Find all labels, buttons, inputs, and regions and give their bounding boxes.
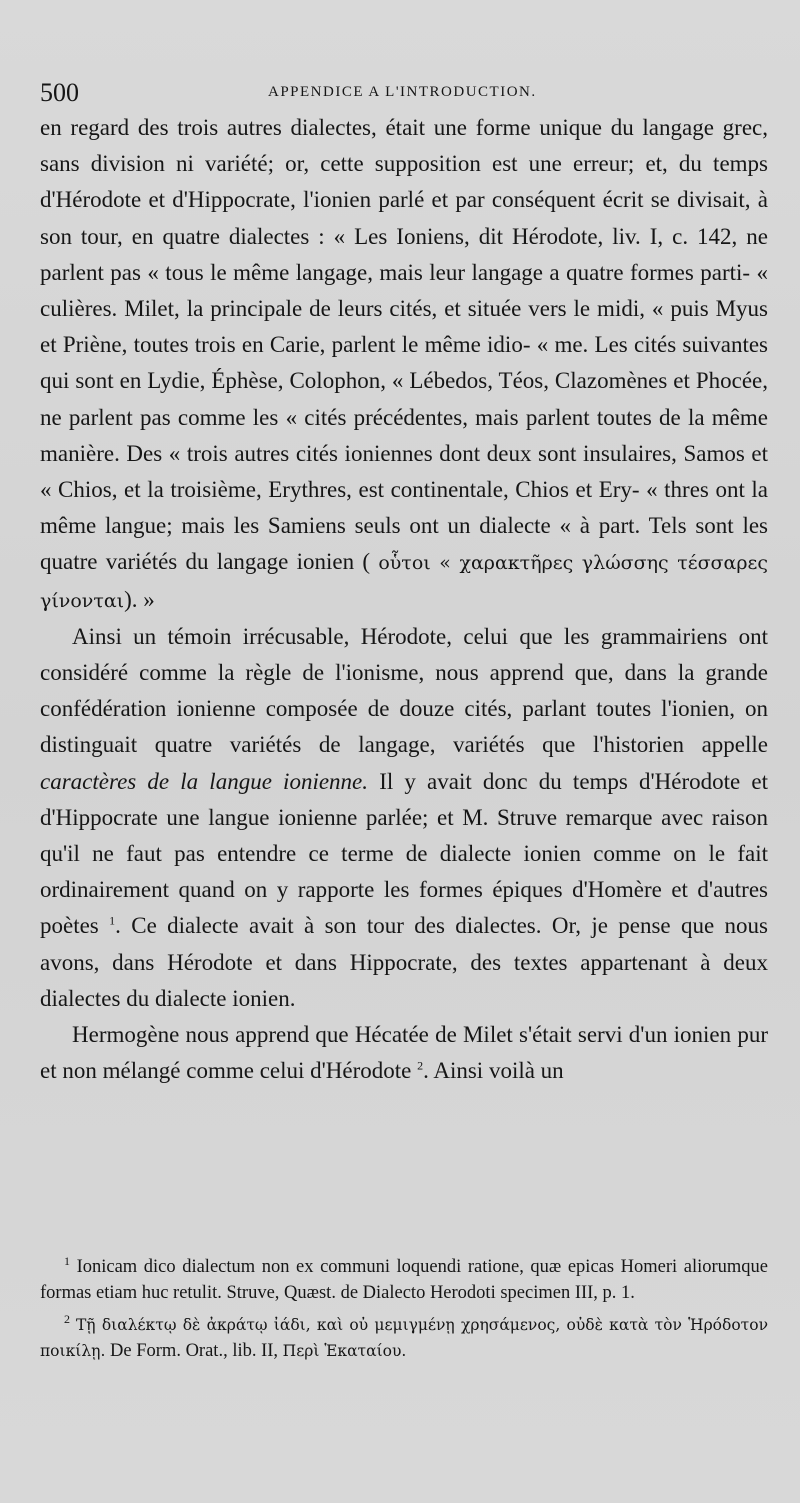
- body-text: [40, 110, 768, 1089]
- greek-quote: οὗτοι « χαρακτῆρες γλώσσης τέσσαρες γίνονται: [40, 552, 768, 612]
- footnote-2-greek: Τῇ διαλέκτῳ δὲ ἀκράτῳ ἰάδι, καὶ οὐ μεμιγμένῃ χρησάμενος, οὐδὲ κατὰ τὸν Ἡρόδοτον ποικίλῃ.: [40, 1316, 769, 1360]
- footnote-2: [40, 1312, 768, 1364]
- paragraph-1: [40, 110, 768, 619]
- footnote-2-greek-end: Περὶ Ἑκαταίου.: [282, 1342, 407, 1360]
- paragraph-2-rest: Il y avait donc du temps d'Hérodote et d'Hippocrate une langue ionienne parlée; et M. Struve remarque avec raison qu'il ne faut pas entendre ce terme de dialecte ionien comme on le fait ordinairement quand on y rapporte les formes épiques d'Homère et d'autres poètes: [40, 768, 769, 939]
- paragraph-2: [40, 619, 768, 1017]
- footnote-2-mark: 2: [64, 1311, 70, 1326]
- footnote-2-latin: De Form. Orat., lib. II,: [110, 1341, 279, 1361]
- page-number: 500: [40, 78, 79, 107]
- paragraph-3: [40, 1017, 768, 1089]
- running-head: APPENDICE A L'INTRODUCTION.: [268, 84, 537, 100]
- paragraph-3-end: . Ainsi voilà un: [423, 1058, 564, 1084]
- footnote-ref-2[interactable]: 2: [417, 1058, 424, 1073]
- paragraph-3-text: Hermogène nous apprend que Hécatée de Milet s'était servi d'un ionien pur et non mélangé comme celui d'Hérodote: [40, 1022, 768, 1084]
- footnote-1-text: Ionicam dico dialectum non ex communi loquendi ratione, quæ epicas Homeri aliorumque formas etiam huc retulit. Struve, Quæst. de Dialecto Herodoti specimen III, p. 1.: [40, 1257, 768, 1303]
- paragraph-1-end: ). »: [124, 586, 155, 612]
- paragraph-2-end: . Ce dialecte avait à son tour des dialectes. Or, je pense que nous avons, dans Hérodote et dans Hippocrate, des textes appartenant à deux dialectes du dialecte ionien.: [40, 913, 768, 1011]
- footnotes: [40, 1254, 768, 1370]
- paragraph-1-text: en regard des trois autres dialectes, était une forme unique du langage grec, sans division ni variété; or, cette supposition est une erreur; et, du temps d'Hérodote et d'Hippocrate, l'ionien parlé et par conséquent écrit se divisait, à son tour, en quatre dialectes : « Les Ioniens, dit Hérodote, liv. I, c. 142, ne parlent pas « tous le même langage, mais leur langage a quatre formes parti- « culières. Milet, la principale de leurs cités, et située vers le midi, « puis Myus et Priène, toutes trois en Carie, parlent le même idio- « me. Les cités suivantes qui sont en Lydie, Éphèse, Colophon, « Lébedos, Téos, Clazomènes et Phocée, ne parlent pas comme les « cités précédentes, mais parlent toutes de la même manière. Des « trois autres cités ioniennes dont deux sont insulaires, Samos et « Chios, et la troisième, Erythres, est continentale, Chios et Ery- « thres ont la même langue; mais les Samiens seuls ont un dialecte « à part. Tels sont les quatre variétés du langage ionien (: [40, 115, 768, 575]
- footnote-1: [40, 1254, 768, 1306]
- page-header: [40, 78, 760, 114]
- footnote-ref-1[interactable]: 1: [109, 913, 116, 928]
- footnote-1-mark: 1: [64, 1253, 70, 1268]
- paragraph-2-start: Ainsi un témoin irrécusable, Hérodote, celui que les grammairiens ont considéré comme la règle de l'ionisme, nous apprend que, dans la grande confédération ionienne composée de douze cités, parlant toutes l'ionien, on distinguait quatre variétés de langage, variétés que l'historien appelle: [40, 623, 768, 758]
- paragraph-2-italic: caractères de la langue ionienne.: [40, 768, 369, 794]
